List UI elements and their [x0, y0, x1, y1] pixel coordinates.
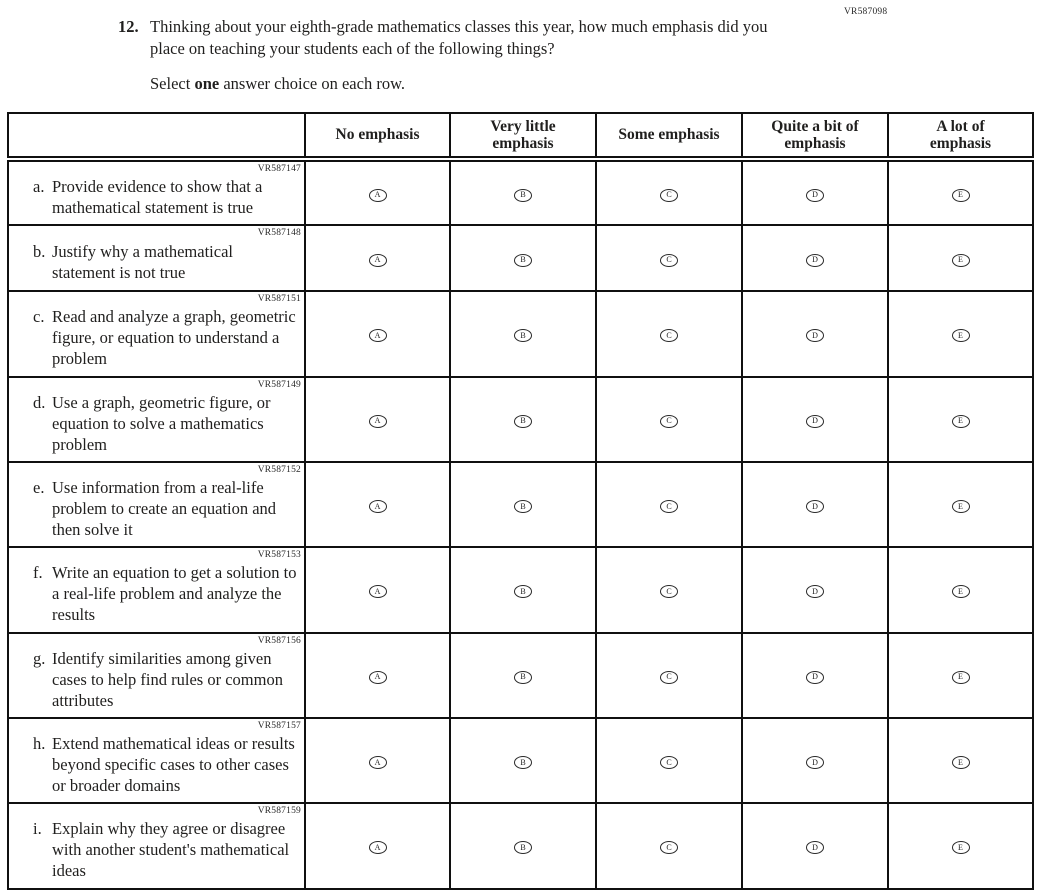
question-text: Thinking about your eighth-grade mathematics classes this year, how much emphasis did you place on teaching your students each of the following things?: [150, 17, 768, 58]
choice-cell: [742, 718, 888, 803]
answer-bubble-c[interactable]: C: [660, 254, 678, 267]
table-row-c: [8, 291, 1033, 376]
header-row: [8, 113, 1033, 159]
choice-cell: [596, 159, 742, 225]
row-variable-code: VR587157: [257, 720, 301, 731]
row-statement: Read and analyze a graph, geometric figure, or equation to understand a problem: [52, 307, 296, 369]
answer-bubble-b[interactable]: B: [514, 189, 532, 202]
row-stem-cell: [8, 377, 305, 462]
question-number: 12.: [118, 17, 139, 36]
answer-bubble-a[interactable]: A: [369, 254, 387, 267]
answer-bubble-c[interactable]: C: [660, 756, 678, 769]
row-letter: e.: [33, 477, 45, 497]
table-row-g: [8, 633, 1033, 718]
choice-cell: [305, 225, 450, 291]
table-row-a: [8, 159, 1033, 225]
answer-bubble-d[interactable]: D: [806, 189, 824, 202]
answer-bubble-c[interactable]: C: [660, 841, 678, 854]
choice-cell: [888, 718, 1033, 803]
choice-cell: [450, 547, 596, 632]
choice-cell: [596, 803, 742, 888]
empty-header-cell: [8, 113, 305, 159]
answer-bubble-e[interactable]: E: [952, 756, 970, 769]
choice-cell: [450, 159, 596, 225]
answer-bubble-a[interactable]: A: [369, 415, 387, 428]
row-stem-cell: [8, 633, 305, 718]
row-variable-code: VR587153: [257, 550, 301, 561]
choice-cell: [450, 291, 596, 376]
answer-bubble-a[interactable]: A: [369, 500, 387, 513]
answer-bubble-d[interactable]: D: [806, 756, 824, 769]
choice-cell: [305, 462, 450, 547]
answer-bubble-d[interactable]: D: [806, 500, 824, 513]
answer-bubble-b[interactable]: B: [514, 254, 532, 267]
row-letter: f.: [33, 563, 43, 583]
table-row-i: [8, 803, 1033, 888]
choice-cell: [742, 803, 888, 888]
answer-bubble-e[interactable]: E: [952, 671, 970, 684]
answer-bubble-a[interactable]: A: [369, 671, 387, 684]
row-variable-code: VR587149: [257, 379, 301, 390]
answer-bubble-d[interactable]: D: [806, 254, 824, 267]
row-statement: Justify why a mathematical statement is not true: [52, 242, 233, 283]
table-row-e: [8, 462, 1033, 547]
choice-cell: [596, 377, 742, 462]
answer-bubble-d[interactable]: D: [806, 841, 824, 854]
row-letter: b.: [33, 242, 46, 262]
choice-cell: [596, 462, 742, 547]
answer-bubble-b[interactable]: B: [514, 756, 532, 769]
choice-cell: [305, 291, 450, 376]
answer-bubble-d[interactable]: D: [806, 585, 824, 598]
row-statement: Identify similarities among given cases to help find rules or common attributes: [52, 648, 283, 710]
answer-bubble-a[interactable]: A: [369, 585, 387, 598]
row-variable-code: VR587151: [257, 294, 301, 305]
row-statement: Write an equation to get a solution to a real-life problem and analyze the results: [52, 563, 297, 625]
row-stem-cell: [8, 718, 305, 803]
row-stem-cell: [8, 225, 305, 291]
answer-bubble-e[interactable]: E: [952, 841, 970, 854]
choice-cell: [742, 159, 888, 225]
choice-cell: [305, 718, 450, 803]
choice-cell: [450, 377, 596, 462]
row-statement: Explain why they agree or disagree with another student's mathematical ideas: [52, 819, 290, 881]
row-letter: c.: [33, 307, 45, 327]
answer-bubble-b[interactable]: B: [514, 841, 532, 854]
choice-cell: [305, 633, 450, 718]
row-letter: i.: [33, 819, 42, 839]
answer-bubble-d[interactable]: D: [806, 329, 824, 342]
row-letter: d.: [33, 392, 46, 412]
answer-bubble-e[interactable]: E: [952, 415, 970, 428]
choice-cell: [596, 291, 742, 376]
answer-bubble-a[interactable]: A: [369, 841, 387, 854]
question-block: [118, 16, 828, 94]
choice-cell: [742, 377, 888, 462]
form-variable-code: VR587098: [844, 7, 888, 17]
answer-bubble-b[interactable]: B: [514, 585, 532, 598]
choice-cell: [888, 159, 1033, 225]
table-row-b: [8, 225, 1033, 291]
row-statement: Provide evidence to show that a mathematical statement is true: [52, 177, 263, 218]
choice-cell: [450, 462, 596, 547]
answer-bubble-c[interactable]: C: [660, 585, 678, 598]
choice-cell: [888, 803, 1033, 888]
answer-bubble-c[interactable]: C: [660, 189, 678, 202]
answer-bubble-c[interactable]: C: [660, 671, 678, 684]
answer-bubble-d[interactable]: D: [806, 671, 824, 684]
row-letter: a.: [33, 177, 45, 196]
choice-cell: [305, 159, 450, 225]
choice-cell: [742, 462, 888, 547]
answer-bubble-a[interactable]: A: [369, 756, 387, 769]
answer-bubble-e[interactable]: E: [952, 329, 970, 342]
answer-bubble-b[interactable]: B: [514, 415, 532, 428]
header-very-little-emphasis: Very little emphasis: [450, 113, 596, 159]
row-variable-code: VR587147: [257, 164, 301, 174]
row-stem-cell: [8, 291, 305, 376]
answer-bubble-c[interactable]: C: [660, 329, 678, 342]
header-a-lot-of-emphasis: A lot of emphasis: [888, 113, 1033, 159]
choice-cell: [888, 547, 1033, 632]
choice-cell: [596, 225, 742, 291]
row-statement: Use a graph, geometric figure, or equation to solve a mathematics problem: [52, 392, 271, 454]
choice-cell: [305, 377, 450, 462]
choice-cell: [888, 291, 1033, 376]
answer-bubble-e[interactable]: E: [952, 254, 970, 267]
answer-bubble-a[interactable]: A: [369, 329, 387, 342]
row-variable-code: VR587148: [257, 228, 301, 239]
instruction-post: answer choice on each row.: [219, 73, 406, 93]
answer-bubble-e[interactable]: E: [952, 585, 970, 598]
header-some-emphasis: Some emphasis: [596, 113, 742, 159]
choice-cell: [450, 633, 596, 718]
choice-cell: [888, 462, 1033, 547]
choice-cell: [596, 633, 742, 718]
question-instruction: [150, 74, 828, 94]
answer-bubble-a[interactable]: A: [369, 189, 387, 202]
header-quite-a-bit-of-emphasis: Quite a bit of emphasis: [742, 113, 888, 159]
choice-cell: [305, 547, 450, 632]
choice-cell: [888, 377, 1033, 462]
choice-cell: [742, 225, 888, 291]
row-stem-cell: [8, 462, 305, 547]
row-statement: Use information from a real-life problem to create an equation and then solve it: [52, 477, 277, 540]
emphasis-matrix-table: [7, 112, 1034, 890]
answer-bubble-c[interactable]: C: [660, 415, 678, 428]
answer-bubble-e[interactable]: E: [952, 189, 970, 202]
row-variable-code: VR587159: [257, 806, 301, 817]
row-statement: Extend mathematical ideas or results beyond specific cases to other cases or broader domains: [52, 733, 295, 796]
choice-cell: [450, 803, 596, 888]
row-variable-code: VR587152: [257, 464, 301, 475]
row-variable-code: VR587156: [257, 635, 301, 646]
instruction-pre: Select: [150, 73, 195, 93]
choice-cell: [596, 718, 742, 803]
answer-bubble-c[interactable]: C: [660, 500, 678, 513]
row-letter: h.: [33, 733, 46, 753]
answer-bubble-b[interactable]: B: [514, 671, 532, 684]
row-stem-cell: [8, 547, 305, 632]
table-row-h: [8, 718, 1033, 803]
instruction-bold: one: [194, 73, 220, 93]
answer-bubble-d[interactable]: D: [806, 415, 824, 428]
answer-bubble-b[interactable]: B: [514, 329, 532, 342]
choice-cell: [888, 633, 1033, 718]
row-letter: g.: [33, 648, 46, 668]
choice-cell: [742, 547, 888, 632]
choice-cell: [742, 291, 888, 376]
choice-cell: [450, 225, 596, 291]
row-stem-cell: [8, 159, 305, 225]
table-row-f: [8, 547, 1033, 632]
row-stem-cell: [8, 803, 305, 888]
choice-cell: [596, 547, 742, 632]
answer-bubble-e[interactable]: E: [952, 500, 970, 513]
choice-cell: [305, 803, 450, 888]
choice-cell: [742, 633, 888, 718]
answer-bubble-b[interactable]: B: [514, 500, 532, 513]
choice-cell: [450, 718, 596, 803]
table-row-d: [8, 377, 1033, 462]
choice-cell: [888, 225, 1033, 291]
header-no-emphasis: No emphasis: [305, 113, 450, 159]
